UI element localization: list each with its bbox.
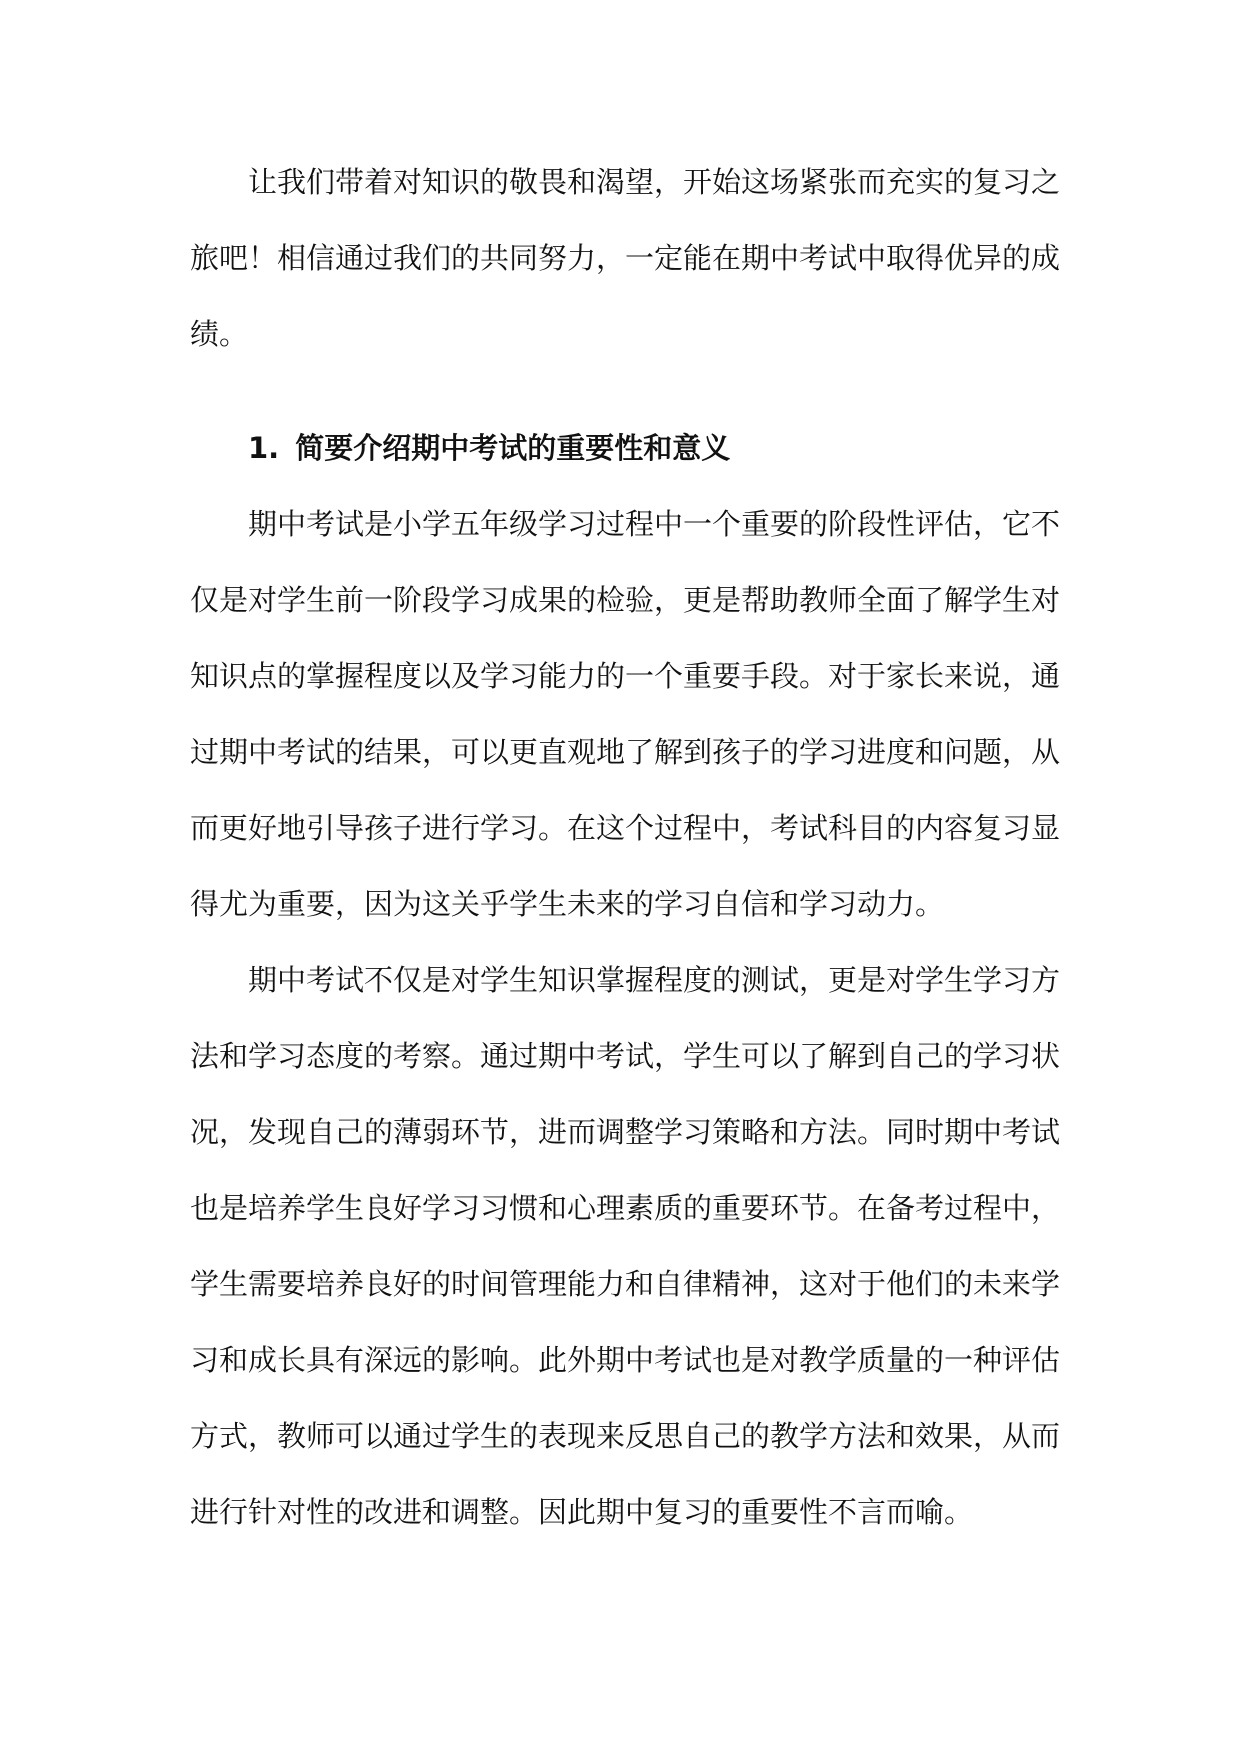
- document-body: [190, 144, 1060, 1550]
- intro-paragraph: 让我们带着对知识的敬畏和渴望，开始这场紧张而充实的复习之旅吧！相信通过我们的共同努力，一定能在期中考试中取得优异的成绩。: [190, 165, 1061, 351]
- section-number: 1.: [248, 431, 280, 465]
- section-heading: [190, 410, 1060, 486]
- body-paragraph-1: 期中考试是小学五年级学习过程中一个重要的阶段性评估，它不仅是对学生前一阶段学习成果的检验，更是帮助教师全面了解学生对知识点的掌握程度以及学习能力的一个重要手段。对于家长来说，通过期中考试的结果，可以更直观地了解到孩子的学习进度和问题，从而更好地引导孩子进行学习。在这个过程中，考试科目的内容复习显得尤为重要，因为这关乎学生未来的学习自信和学习动力。: [190, 507, 1061, 921]
- body-paragraph-2: 期中考试不仅是对学生知识掌握程度的测试，更是对学生学习方法和学习态度的考察。通过期中考试，学生可以了解到自己的学习状况，发现自己的薄弱环节，进而调整学习策略和方法。同时期中考试也是培养学生良好学习习惯和心理素质的重要环节。在备考过程中，学生需要培养良好的时间管理能力和自律精神，这对于他们的未来学习和成长具有深远的影响。此外期中考试也是对教学质量的一种评估方式，教师可以通过学生的表现来反思自己的教学方法和效果，从而进行针对性的改进和调整。因此期中复习的重要性不言而喻。: [190, 963, 1061, 1529]
- section-title: 简要介绍期中考试的重要性和意义: [295, 431, 731, 465]
